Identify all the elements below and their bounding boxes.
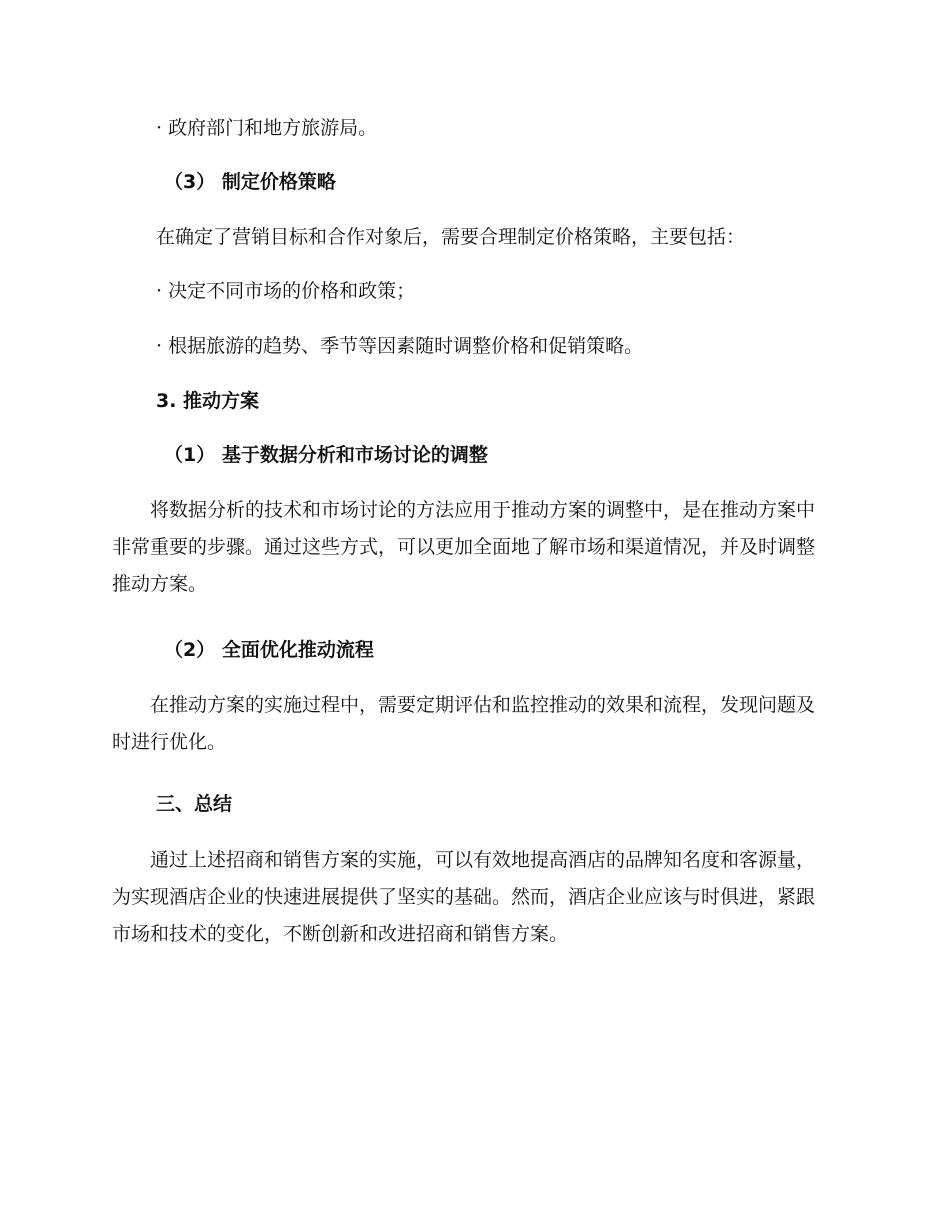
bullet-government-tourism: · 政府部门和地方旅游局。 — [156, 117, 378, 139]
paragraph-summary: 通过上述招商和销售方案的实施，可以有效地提高酒店的品牌知名度和客源量，为实现酒店企业的快速进展提供了坚实的基础。然而，酒店企业应该与时俱进，紧跟市场和技术的变化，不断创新和改进招商和销售方案。 — [112, 849, 816, 945]
heading-data-analysis: （1） 基于数据分析和市场讨论的调整 — [164, 444, 488, 466]
heading-promotion-plan: 3. 推动方案 — [156, 390, 260, 412]
paragraph-optimize-process: 在推动方案的实施过程中，需要定期评估和监控推动的效果和流程，发现问题及时进行优化。 — [112, 694, 816, 753]
heading-optimize-process: （2） 全面优化推动流程 — [164, 639, 374, 661]
bullet-adjust-pricing: · 根据旅游的趋势、季节等因素随时调整价格和促销策略。 — [156, 335, 644, 357]
heading-pricing-strategy: （3） 制定价格策略 — [164, 171, 336, 193]
paragraph-data-analysis: 将数据分析的技术和市场讨论的方法应用于推动方案的调整中，是在推动方案中非常重要的步骤。通过这些方式，可以更加全面地了解市场和渠道情况，并及时调整推动方案。 — [112, 499, 816, 595]
heading-summary: 三、总结 — [156, 793, 233, 815]
paragraph-pricing-intro: 在确定了营销目标和合作对象后，需要合理制定价格策略，主要包括： — [156, 226, 746, 248]
bullet-market-pricing: · 决定不同市场的价格和政策； — [156, 280, 416, 302]
